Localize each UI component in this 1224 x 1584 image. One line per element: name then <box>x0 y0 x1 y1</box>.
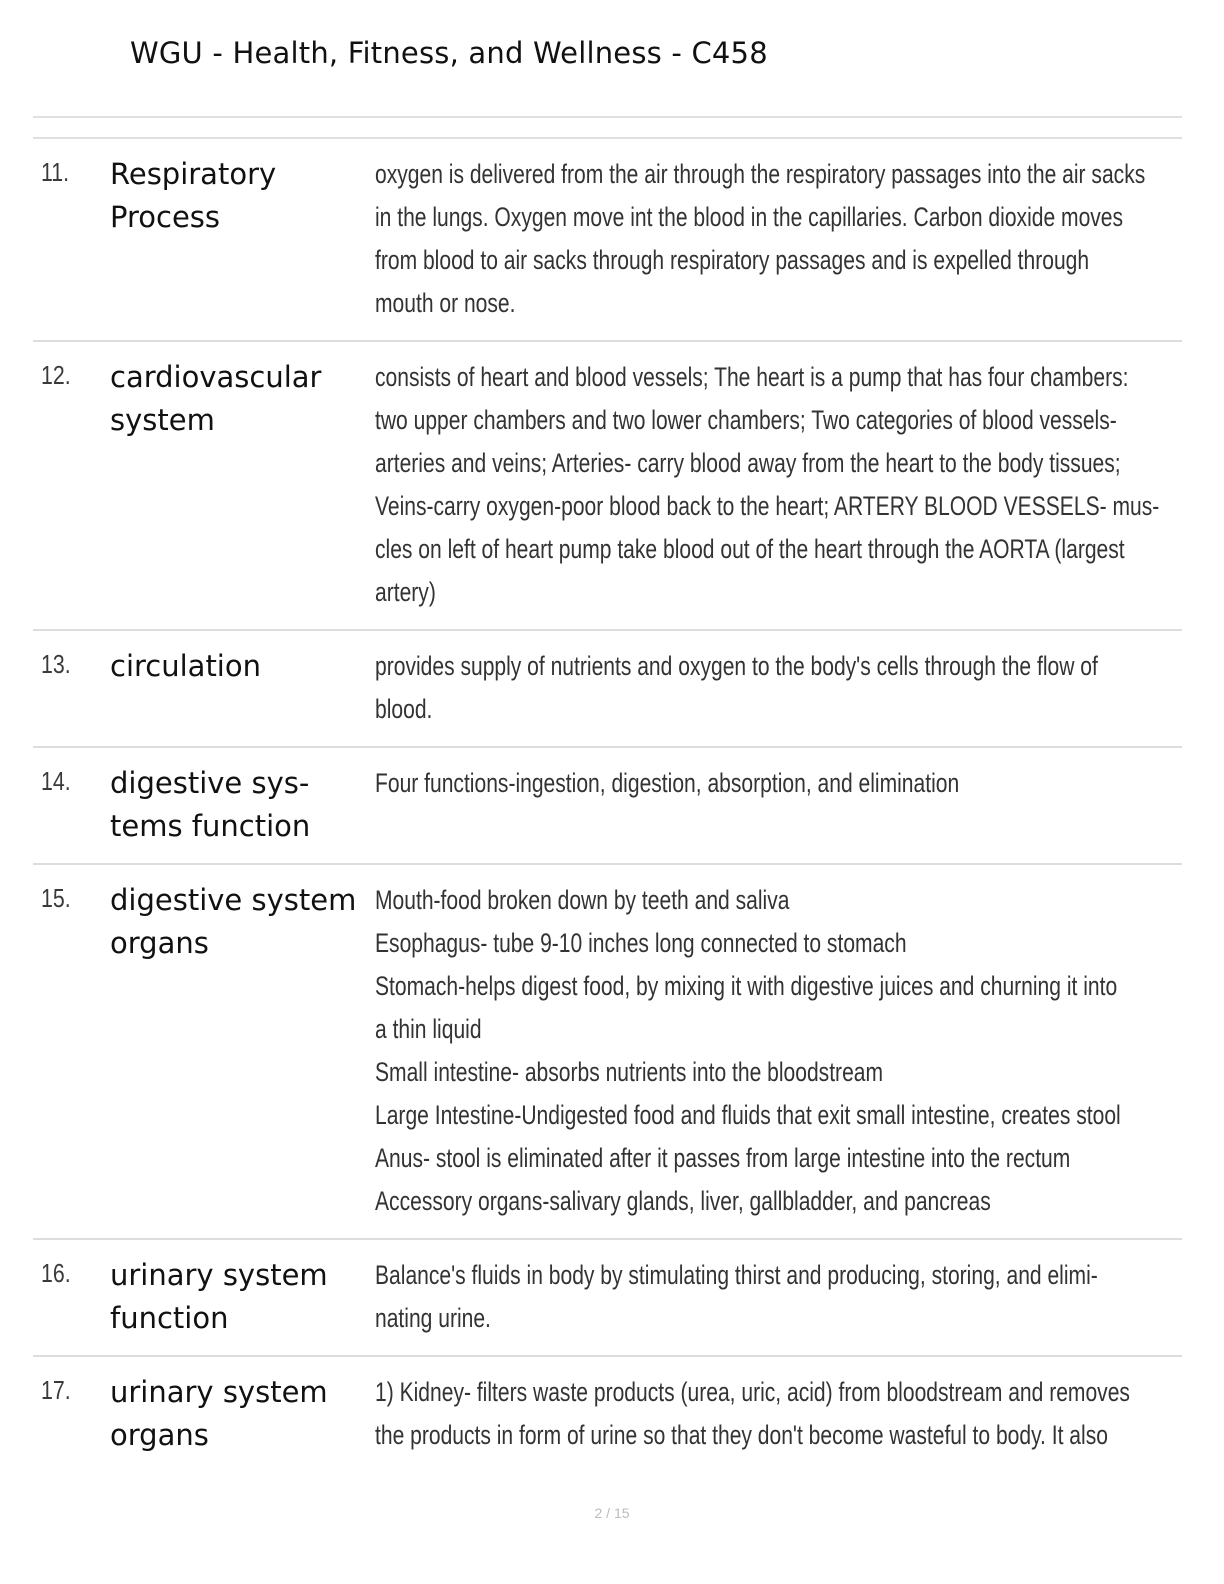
definition-line: Veins-carry oxygen-poor blood back to the heart; ARTERY BLOOD VESSELS- mus- <box>375 491 1160 521</box>
row-term: digestive sys- tems function <box>110 766 311 843</box>
definition-line: Stomach-helps digest food, by mixing it with digestive juices and churning it into <box>375 971 1118 1001</box>
row-number: 17. <box>41 1375 71 1405</box>
definition-line: consists of heart and blood vessels; The heart is a pump that has four chambers: <box>375 362 1129 392</box>
row-number: 16. <box>41 1258 71 1288</box>
row-definition <box>375 1371 1159 1457</box>
definition-line: Balance's fluids in body by stimulating thirst and producing, storing, and elimi- <box>375 1260 1098 1290</box>
table-row <box>33 1357 1182 1467</box>
row-term: circulation <box>110 649 261 683</box>
header-divider <box>33 116 1182 118</box>
definition-line: nating urine. <box>375 1303 491 1333</box>
definition-line: from blood to air sacks through respiratory passages and is expelled through <box>375 245 1090 275</box>
row-term: digestive system organs <box>110 883 357 960</box>
row-term: urinary system organs <box>110 1375 328 1452</box>
definition-line: provides supply of nutrients and oxygen to the body's cells through the flow of <box>375 651 1098 681</box>
table-row <box>33 342 1182 631</box>
definition-line: 1) Kidney- filters waste products (urea, uric, acid) from bloodstream and removes <box>375 1377 1130 1407</box>
table-row <box>33 139 1182 342</box>
row-definition <box>375 645 1159 731</box>
table-row <box>33 1240 1182 1357</box>
definition-line: Large Intestine-Undigested food and fluids that exit small intestine, creates stool <box>375 1100 1121 1130</box>
row-number: 12. <box>41 360 71 390</box>
row-term: urinary system function <box>110 1258 328 1335</box>
definition-line: Accessory organs-salivary glands, liver, gallbladder, and pancreas <box>375 1186 991 1216</box>
row-number: 11. <box>41 157 70 187</box>
definition-line: Small intestine- absorbs nutrients into the bloodstream <box>375 1057 884 1087</box>
row-number: 14. <box>41 766 71 796</box>
row-definition <box>375 356 1159 614</box>
definition-line: mouth or nose. <box>375 288 516 318</box>
row-term: Respiratory Process <box>110 157 277 234</box>
definition-line: a thin liquid <box>375 1014 482 1044</box>
row-term: cardiovascular system <box>110 360 322 437</box>
definition-line: arteries and veins; Arteries- carry blood away from the heart to the body tissues; <box>375 448 1121 478</box>
definition-line: artery) <box>375 577 436 607</box>
row-definition <box>375 762 1159 805</box>
definition-line: cles on left of heart pump take blood out of the heart through the AORTA (largest <box>375 534 1125 564</box>
definition-line: two upper chambers and two lower chambers; Two categories of blood vessels- <box>375 405 1117 435</box>
definition-line: oxygen is delivered from the air through the respiratory passages into the air sacks <box>375 159 1146 189</box>
document-title: WGU - Health, Fitness, and Wellness - C458 <box>130 36 768 70</box>
table-row <box>33 865 1182 1240</box>
flashcard-table <box>33 139 1182 1467</box>
row-number: 15. <box>41 883 71 913</box>
definition-line: in the lungs. Oxygen move int the blood in the capillaries. Carbon dioxide moves <box>375 202 1124 232</box>
page-number: 2 / 15 <box>594 1505 630 1521</box>
row-definition <box>375 879 1159 1223</box>
definition-line: the products in form of urine so that they don't become wasteful to body. It also <box>375 1420 1108 1450</box>
row-number: 13. <box>41 649 71 679</box>
definition-line: Mouth-food broken down by teeth and saliva <box>375 885 790 915</box>
row-definition <box>375 1254 1159 1340</box>
definition-line: blood. <box>375 694 433 724</box>
definition-line: Esophagus- tube 9-10 inches long connected to stomach <box>375 928 907 958</box>
table-row <box>33 631 1182 748</box>
row-definition <box>375 153 1159 325</box>
definition-line: Anus- stool is eliminated after it passes from large intestine into the rectum <box>375 1143 1071 1173</box>
definition-line: Four functions-ingestion, digestion, absorption, and elimination <box>375 768 960 798</box>
table-row <box>33 748 1182 865</box>
